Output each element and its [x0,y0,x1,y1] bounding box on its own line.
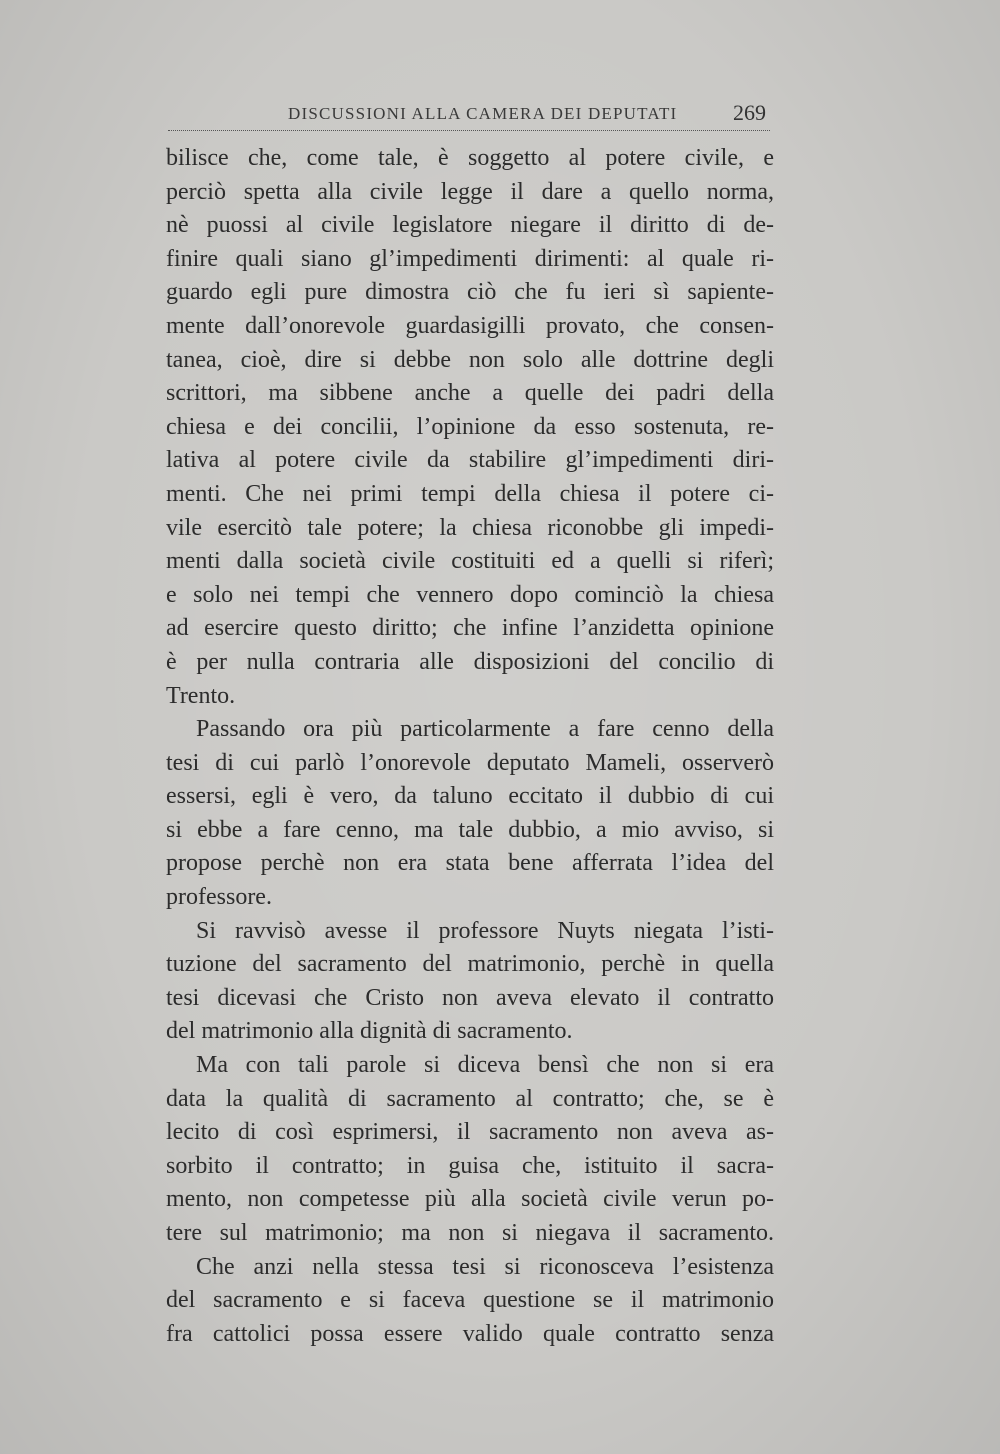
text-line: tuzione del sacramento del matrimonio, perchè in quella [166,951,774,978]
text-line: Ma con tali parole si diceva bensì che non si era [196,1052,774,1079]
text-line: professore. [166,884,272,911]
text-line: vile esercitò tale potere; la chiesa riconobbe gli impedi- [166,514,774,541]
text-line: essersi, egli è vero, da taluno eccitato il dubbio di cui [166,783,774,810]
text-line: Passando ora più particolarmente a fare cenno della [196,716,774,743]
running-title: DISCUSSIONI ALLA CAMERA DEI DEPUTATI [288,104,678,123]
page-header [168,100,768,130]
text-line: e solo nei tempi che vennero dopo cominciò la chiesa [166,581,774,608]
body-text [166,142,774,1351]
text-line: guardo egli pure dimostra ciò che fu ieri sì sapiente- [166,279,774,306]
text-line: tere sul matrimonio; ma non si niegava il sacramento. [166,1220,774,1246]
text-line: del matrimonio alla dignità di sacramento. [166,1018,573,1045]
text-line: propose perchè non era stata bene afferrata l’idea del [166,850,774,877]
text-line: del sacramento e si faceva questione se il matrimonio [166,1287,774,1314]
text-line: è per nulla contraria alle disposizioni del concilio di [166,648,774,675]
text-line: Che anzi nella stessa tesi si riconosceva l’esistenza [196,1253,774,1280]
header-divider [168,130,770,131]
text-line: bilisce che, come tale, è soggetto al potere civile, e [166,145,774,171]
text-line: sorbito il contratto; in guisa che, istituito il sacra- [166,1152,774,1179]
text-line: mente dall’onorevole guardasigilli provato, che consen- [166,312,774,339]
text-line: fra cattolici possa essere valido quale contratto senza [166,1320,774,1347]
text-line: data la qualità di sacramento al contratto; che, se è [166,1085,774,1112]
text-line: mento, non competesse più alla società civile verun po- [166,1186,774,1213]
text-line: tesi di cui parlò l’onorevole deputato Mameli, osserverò [166,749,774,776]
text-line: nè puossi al civile legislatore niegare il diritto di de- [166,212,774,239]
text-line: chiesa e dei concilii, l’opinione da esso sostenuta, re- [166,413,774,440]
text-line: perciò spetta alla civile legge il dare a quello norma, [166,178,774,205]
text-line: tesi dicevasi che Cristo non aveva elevato il contratto [166,984,774,1011]
text-line: menti. Che nei primi tempi della chiesa il potere ci- [166,480,774,507]
text-line: tanea, cioè, dire si debbe non solo alle dottrine degli [166,346,774,373]
text-line: finire quali siano gl’impedimenti dirimenti: al quale ri- [166,245,774,272]
text-line: lecito di così esprimersi, il sacramento non aveva as- [166,1119,774,1146]
text-line: menti dalla società civile costituiti ed a quelli si riferì; [166,548,774,575]
text-line: scrittori, ma sibbene anche a quelle dei padri della [166,380,774,407]
text-line: si ebbe a fare cenno, ma tale dubbio, a mio avviso, si [166,816,774,843]
text-line: Trento. [166,682,236,709]
text-line: ad esercire questo diritto; che infine l’anzidetta opinione [166,615,774,642]
text-line: lativa al potere civile da stabilire gl’impedimenti diri- [166,447,774,474]
text-line: Si ravvisò avesse il professore Nuyts niegata l’isti- [196,917,774,944]
page-number: 269 [733,100,766,125]
